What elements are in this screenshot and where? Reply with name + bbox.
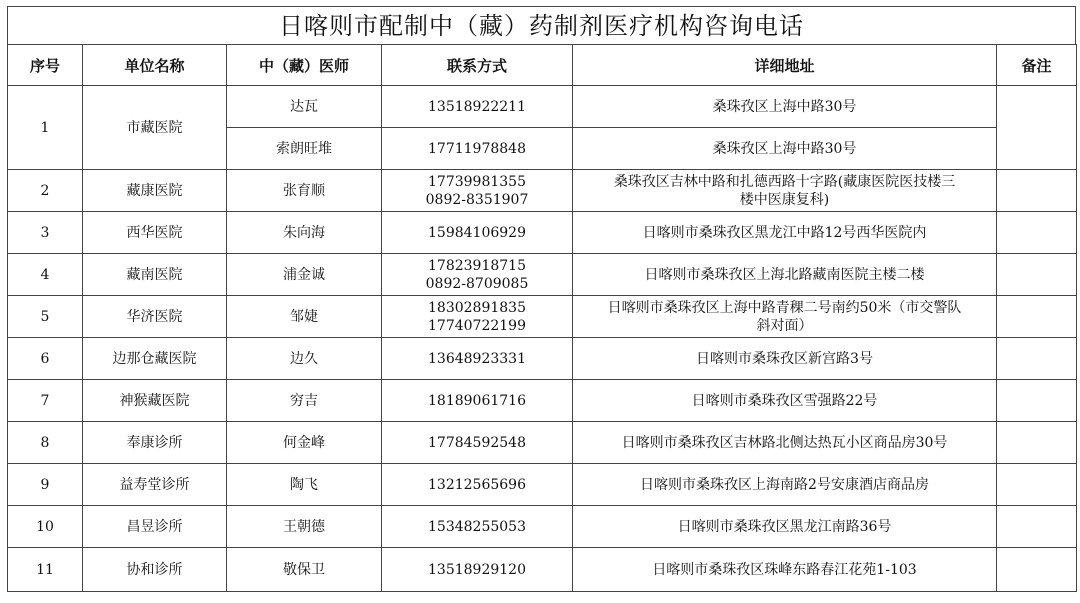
- cell-contact: 15984106929: [382, 212, 573, 254]
- directory-table: [7, 44, 1077, 592]
- cell-contact: 13518929120: [382, 548, 573, 592]
- cell-doctor: 穷吉: [227, 380, 382, 422]
- cell-address: 桑珠孜区上海中路30号: [573, 128, 997, 170]
- cell-remark: [997, 380, 1077, 422]
- cell-address: 桑珠孜区上海中路30号: [573, 86, 997, 128]
- cell-unit: 协和诊所: [83, 548, 227, 592]
- table-row: [8, 212, 1077, 254]
- cell-unit: 边那仓藏医院: [83, 338, 227, 380]
- cell-address: 日喀则市桑珠孜区黑龙江中路12号西华医院内: [573, 212, 997, 254]
- cell-address: 日喀则市桑珠孜区上海中路青稞二号南约50米（市交警队 斜对面）: [573, 296, 997, 338]
- cell-remark: [997, 338, 1077, 380]
- cell-remark: [997, 506, 1077, 548]
- cell-address: 日喀则市桑珠孜区上海南路2号安康酒店商品房: [573, 464, 997, 506]
- cell-remark: [997, 464, 1077, 506]
- table-row: [8, 380, 1077, 422]
- header-address: 详细地址: [573, 45, 997, 86]
- cell-doctor: 邹婕: [227, 296, 382, 338]
- cell-contact: 18189061716: [382, 380, 573, 422]
- cell-contact: 13212565696: [382, 464, 573, 506]
- table-row: [8, 548, 1077, 592]
- cell-unit: 奉康诊所: [83, 422, 227, 464]
- cell-contact: 17739981355 0892-8351907: [382, 170, 573, 212]
- table-row: [8, 464, 1077, 506]
- cell-remark: [997, 422, 1077, 464]
- cell-contact: 13648923331: [382, 338, 573, 380]
- cell-doctor: 索朗旺堆: [227, 128, 382, 170]
- cell-doctor: 王朝德: [227, 506, 382, 548]
- header-unit: 单位名称: [83, 45, 227, 86]
- cell-unit: 藏康医院: [83, 170, 227, 212]
- header-doctor: 中（藏）医师: [227, 45, 382, 86]
- cell-remark: [997, 170, 1077, 212]
- table-row: [8, 296, 1077, 338]
- cell-remark: [997, 548, 1077, 592]
- header-remark: 备注: [997, 45, 1077, 86]
- cell-address: 日喀则市桑珠孜区雪强路22号: [573, 380, 997, 422]
- cell-address: 日喀则市桑珠孜区珠峰东路春江花苑1-103: [573, 548, 997, 592]
- cell-doctor: 浦金诚: [227, 254, 382, 296]
- cell-remark: [997, 212, 1077, 254]
- cell-no: 2: [8, 170, 83, 212]
- cell-unit: 益寿堂诊所: [83, 464, 227, 506]
- cell-contact: 15348255053: [382, 506, 573, 548]
- sheet-title: 日喀则市配制中（藏）药制剂医疗机构咨询电话: [7, 6, 1076, 44]
- cell-unit: 市藏医院: [83, 86, 227, 170]
- cell-address: 日喀则市桑珠孜区新宫路3号: [573, 338, 997, 380]
- cell-unit: 华济医院: [83, 296, 227, 338]
- cell-no: 11: [8, 548, 83, 592]
- header-row: [8, 45, 1077, 86]
- cell-no: 8: [8, 422, 83, 464]
- cell-doctor: 陶飞: [227, 464, 382, 506]
- cell-no: 10: [8, 506, 83, 548]
- cell-no: 9: [8, 464, 83, 506]
- cell-address: 日喀则市桑珠孜区黑龙江南路36号: [573, 506, 997, 548]
- table-row: [8, 338, 1077, 380]
- cell-no: 5: [8, 296, 83, 338]
- cell-no: 7: [8, 380, 83, 422]
- table-row: [8, 422, 1077, 464]
- cell-contact: 17784592548: [382, 422, 573, 464]
- cell-doctor: 何金峰: [227, 422, 382, 464]
- table-row: [8, 506, 1077, 548]
- cell-contact: 17711978848: [382, 128, 573, 170]
- cell-unit: 神猴藏医院: [83, 380, 227, 422]
- cell-doctor: 朱向海: [227, 212, 382, 254]
- table-row: [8, 86, 1077, 128]
- cell-doctor: 达瓦: [227, 86, 382, 128]
- cell-contact: 17823918715 0892-8709085: [382, 254, 573, 296]
- cell-unit: 昌昱诊所: [83, 506, 227, 548]
- cell-no: 1: [8, 86, 83, 170]
- header-contact: 联系方式: [382, 45, 573, 86]
- table-row: [8, 170, 1077, 212]
- cell-address: 桑珠孜区吉林中路和扎德西路十字路(藏康医院医技楼三 楼中医康复科): [573, 170, 997, 212]
- cell-contact: 13518922211: [382, 86, 573, 128]
- header-no: 序号: [8, 45, 83, 86]
- cell-address: 日喀则市桑珠孜区吉林路北侧达热瓦小区商品房30号: [573, 422, 997, 464]
- cell-contact: 18302891835 17740722199: [382, 296, 573, 338]
- cell-remark: [997, 296, 1077, 338]
- cell-remark: [997, 254, 1077, 296]
- cell-no: 3: [8, 212, 83, 254]
- cell-no: 6: [8, 338, 83, 380]
- cell-doctor: 张育顺: [227, 170, 382, 212]
- cell-unit: 藏南医院: [83, 254, 227, 296]
- cell-doctor: 敬保卫: [227, 548, 382, 592]
- cell-no: 4: [8, 254, 83, 296]
- cell-doctor: 边久: [227, 338, 382, 380]
- cell-remark: [997, 86, 1077, 170]
- cell-address: 日喀则市桑珠孜区上海北路藏南医院主楼二楼: [573, 254, 997, 296]
- table-row: [8, 254, 1077, 296]
- cell-unit: 西华医院: [83, 212, 227, 254]
